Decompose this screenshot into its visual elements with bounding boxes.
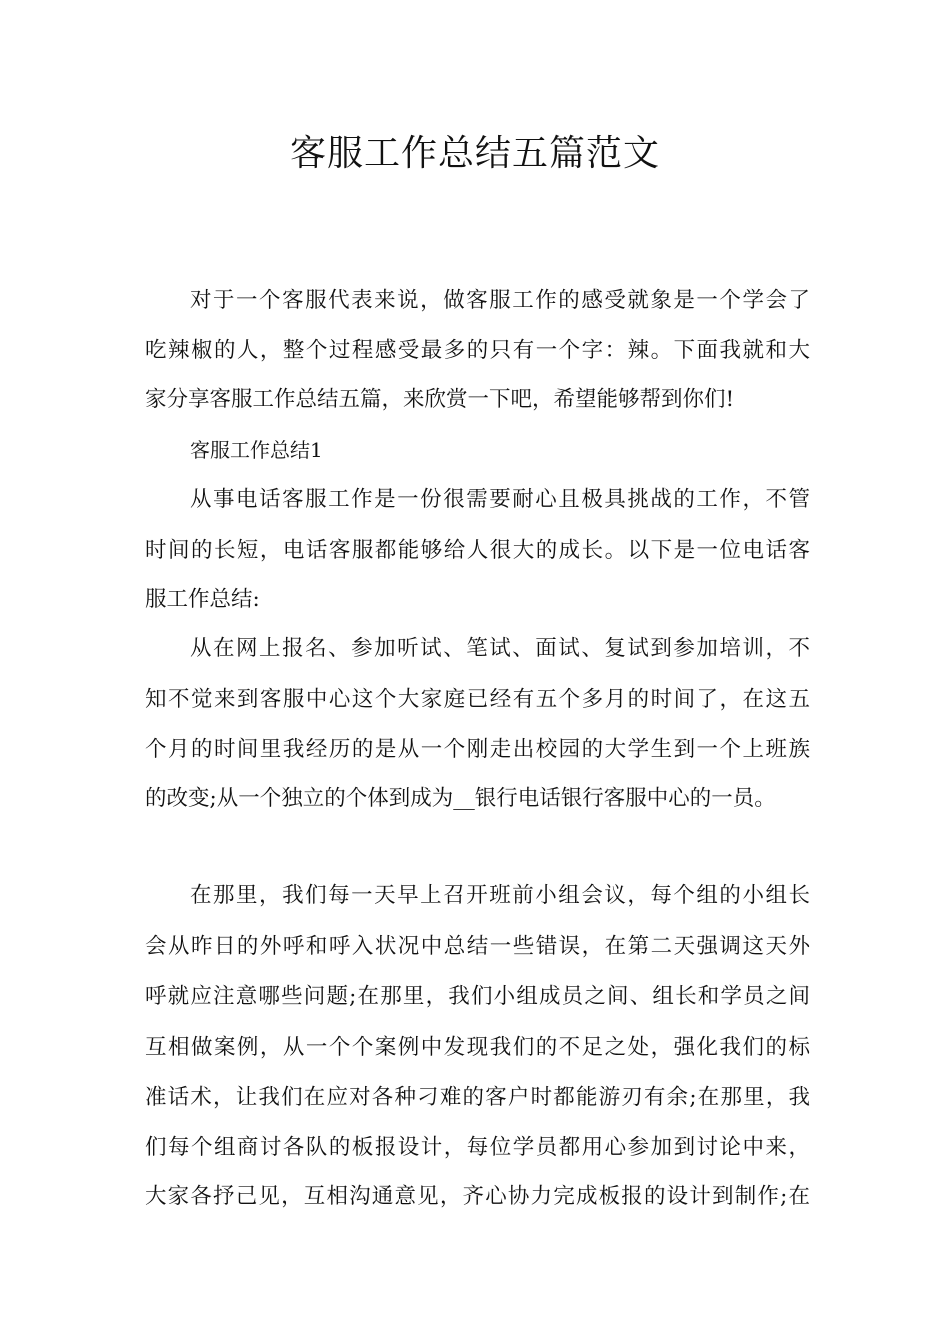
- intro-line-1: 对于一个客服代表来说，做客服工作的感受就象是一个学会了: [190, 288, 810, 313]
- paragraph3-line-6: 们每个组商讨各队的板报设计，每位学员都用心参加到讨论中来，: [145, 1135, 810, 1160]
- section-heading: 客服工作总结1: [190, 438, 323, 462]
- intro-line-3: 家分享客服工作总结五篇，来欣赏一下吧，希望能够帮到你们!: [145, 387, 735, 412]
- document-title: 客服工作总结五篇范文: [289, 133, 660, 174]
- paragraph1-line-1: 从事电话客服工作是一份很需要耐心且极具挑战的工作，不管: [190, 487, 810, 512]
- paragraph3-line-5: 准话术，让我们在应对各种刁难的客户时都能游刃有余;在那里，我: [145, 1085, 810, 1110]
- paragraph2-line-4: 的改变;从一个独立的个体到成为__银行电话银行客服中心的一员。: [145, 786, 776, 811]
- paragraph3-line-2: 会从昨日的外呼和呼入状况中总结一些错误，在第二天强调这天外: [145, 934, 810, 959]
- paragraph1-line-3: 服工作总结:: [145, 587, 260, 612]
- paragraph3-line-3: 呼就应注意哪些问题;在那里，我们小组成员之间、组长和学员之间: [145, 984, 810, 1009]
- paragraph3-line-1: 在那里，我们每一天早上召开班前小组会议，每个组的小组长: [190, 883, 810, 908]
- paragraph2-line-2: 知不觉来到客服中心这个大家庭已经有五个多月的时间了，在这五: [145, 687, 810, 712]
- paragraph3-line-7: 大家各抒己见，互相沟通意见，齐心协力完成板报的设计到制作;在: [145, 1184, 810, 1209]
- paragraph2-line-3: 个月的时间里我经历的是从一个刚走出校园的大学生到一个上班族: [145, 737, 810, 762]
- paragraph1-line-2: 时间的长短，电话客服都能够给人很大的成长。以下是一位电话客: [145, 538, 810, 563]
- paragraph3-line-4: 互相做案例，从一个个案例中发现我们的不足之处，强化我们的标: [145, 1035, 810, 1060]
- paragraph2-line-1: 从在网上报名、参加听试、笔试、面试、复试到参加培训，不: [190, 636, 810, 661]
- intro-line-2: 吃辣椒的人，整个过程感受最多的只有一个字：辣。下面我就和大: [145, 338, 810, 363]
